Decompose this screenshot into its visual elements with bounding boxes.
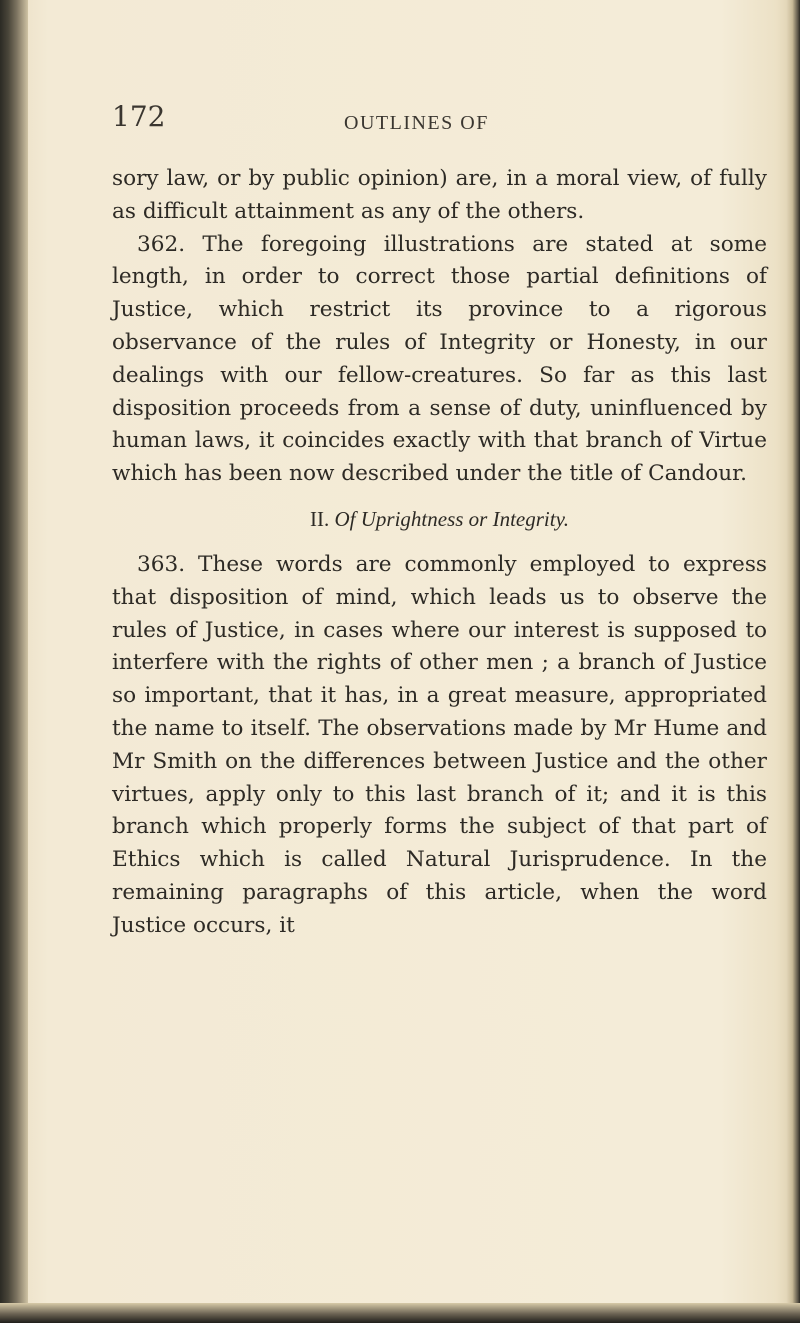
paragraph-362: 362. The foregoing illustrations are stated at some length, in order to correct those partial definitions of Justice, which restrict its province to a rigorous observance of the rules of Integrity or Honesty, in our dealings with our fellow-creatures. So far as this last disposition proceeds from a sense of duty, uninfluenced by human laws, it coincides exactly with that branch of Virtue which has been now described under the title of Candour. [112, 231, 767, 487]
page-right-edge [786, 0, 800, 1323]
running-title: OUTLINES OF [344, 112, 489, 134]
page-header [112, 100, 772, 140]
page-number: 172 [112, 100, 166, 133]
page-bottom-edge [0, 1303, 800, 1323]
book-binding-shadow [0, 0, 28, 1323]
section-title: Of Uprightness or Integrity. [334, 506, 569, 531]
paragraph-continuation: sory law, or by public opinion) are, in a moral view, of fully as difficult attainment as any of the others. [112, 166, 767, 224]
section-heading [112, 505, 767, 533]
section-numeral: II. [310, 506, 330, 531]
body-text [112, 163, 767, 943]
paragraph-363: 363. These words are commonly employed to express that disposition of mind, which leads us to observe the rules of Justice, in cases where our interest is supposed to interfere with the rights of other men ; a branch of Justice so important, that it has, in a great measure, appropriated the name to itself. The observations made by Mr Hume and Mr Smith on the differences between Justice and the other virtues, apply only to this last branch of it; and it is this branch which properly forms the subject of that part of Ethics which is called Natural Jurisprudence. In the remaining paragraphs of this article, when the word Justice occurs, it [112, 551, 767, 938]
